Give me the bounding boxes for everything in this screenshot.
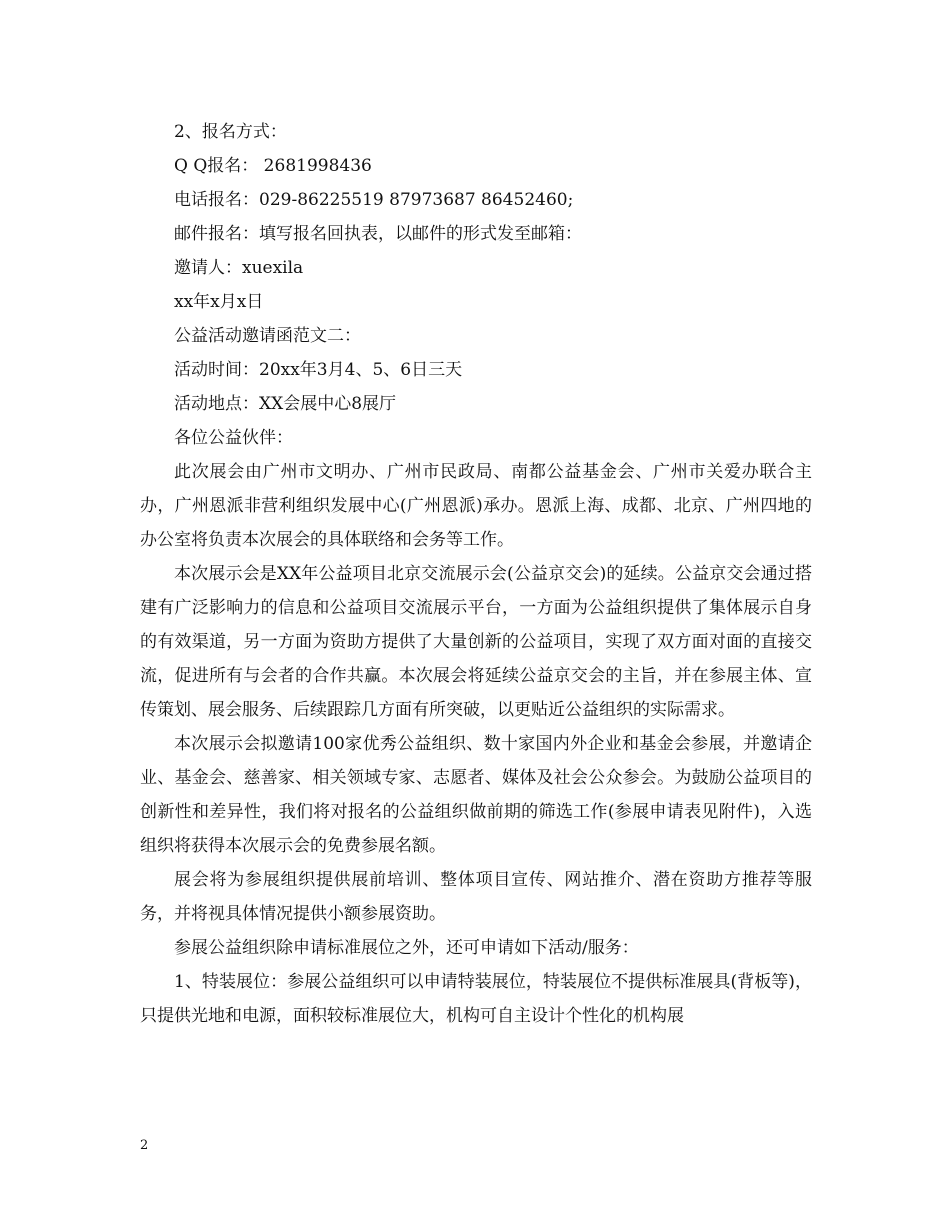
event-time-line: 活动时间：20xx年3月4、5、6日三天 <box>174 360 463 380</box>
document-body <box>140 115 812 1033</box>
date-line: xx年x月x日 <box>174 292 264 312</box>
sample-two-heading: 公益活动邀请函范文二： <box>174 326 361 346</box>
phone-registration-line: 电话报名：029-86225519 87973687 86452460; <box>174 190 574 210</box>
page-number: 2 <box>140 1138 149 1153</box>
inviter-line: 邀请人：xuexila <box>174 258 304 278</box>
event-location-line: 活动地点：XX会展中心8展厅 <box>174 394 397 414</box>
paragraph-background: 本次展示会是XX年公益项目北京交流展示会(公益京交会)的延续。公益京交会通过搭建有广泛影响力的信息和公益项目交流展示平台，一方面为公益组织提供了集体展示自身的有效渠道，另一方面为资助方提供了大量创新的公益项目，实现了双方面对面的直接交流，促进所有与会者的合作共赢。本次展会将延续公益京交会的主旨，并在参展主体、宣传策划、展会服务、后续跟踪几方面有所突破，以更贴近公益组织的实际需求。 <box>140 564 812 720</box>
paragraph-services: 展会将为参展组织提供展前培训、整体项目宣传、网站推介、潜在资助方推荐等服务，并将视具体情况提供小额参展资助。 <box>140 870 812 924</box>
paragraph-special-booth: 1、特装展位：参展公益组织可以申请特装展位，特装展位不提供标准展具(背板等)，只提供光地和电源，面积较标准展位大，机构可自主设计个性化的机构展 <box>140 972 812 1026</box>
paragraph-organizers: 此次展会由广州市文明办、广州市民政局、南都公益基金会、广州市关爱办联合主办，广州恩派非营利组织发展中心(广州恩派)承办。恩派上海、成都、北京、广州四地的办公室将负责本次展会的具体联络和会务等工作。 <box>140 462 812 550</box>
paragraph-invitation-scope: 本次展示会拟邀请100家优秀公益组织、数十家国内外企业和基金会参展，并邀请企业、基金会、慈善家、相关领域专家、志愿者、媒体及社会公众参会。为鼓励公益项目的创新性和差异性，我们将对报名的公益组织做前期的筛选工作(参展申请表见附件)，入选组织将获得本次展示会的免费参展名额。 <box>140 734 812 856</box>
qq-registration-line: Q Q报名： 2681998436 <box>174 156 372 176</box>
salutation-line: 各位公益伙伴： <box>174 428 293 448</box>
paragraph-extra-services-intro: 参展公益组织除申请标准展位之外，还可申请如下活动/服务： <box>174 938 639 958</box>
email-registration-line: 邮件报名：填写报名回执表，以邮件的形式发至邮箱： <box>174 224 582 244</box>
registration-method-heading: 2、报名方式： <box>174 122 287 142</box>
